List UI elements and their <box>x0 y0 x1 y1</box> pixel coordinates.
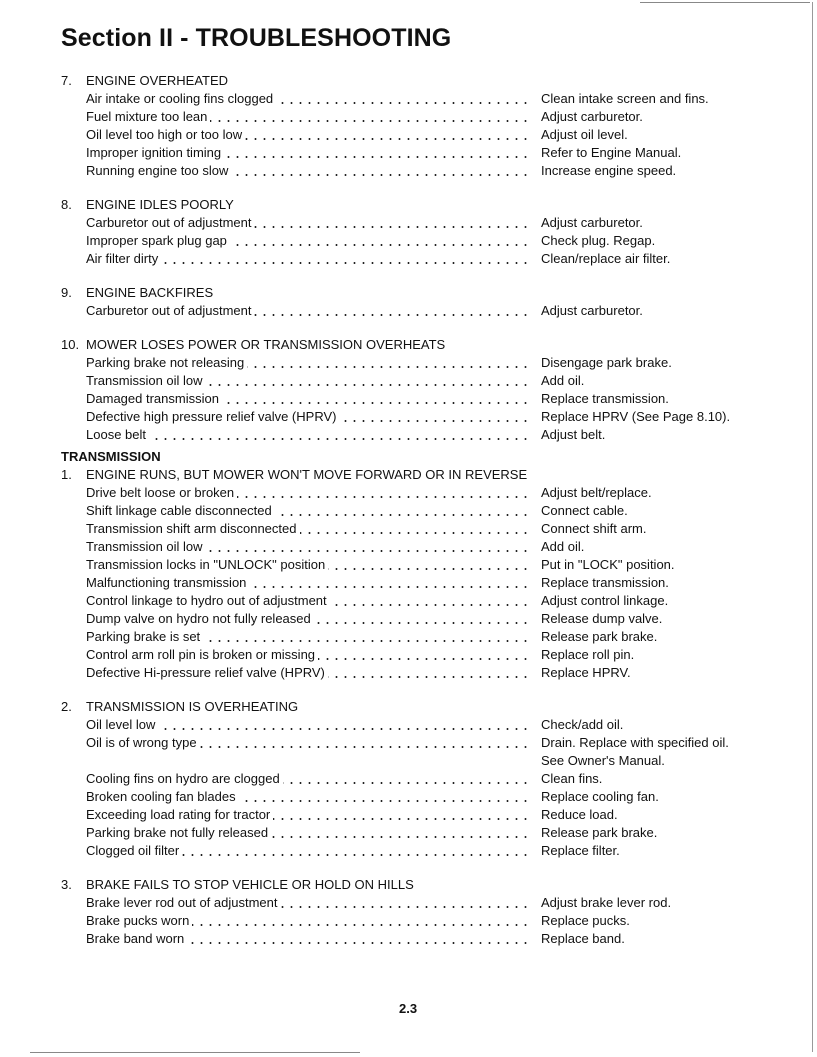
cause-text <box>86 408 531 426</box>
troubleshooting-content <box>61 72 813 964</box>
cause-label: Improper spark plug gap <box>86 233 230 248</box>
section-number: 10. <box>61 337 80 352</box>
cause-text <box>86 126 531 144</box>
section-title: BRAKE FAILS TO STOP VEHICLE OR HOLD ON HILLS <box>86 877 414 892</box>
cause-label: Air filter dirty <box>86 251 161 266</box>
remedy-text: Increase engine speed. <box>541 163 677 178</box>
remedy-text: Replace roll pin. <box>541 647 635 662</box>
page-number: 2.3 <box>399 1001 418 1016</box>
trouble-row <box>61 628 813 646</box>
cause-label: Transmission oil low <box>86 539 206 554</box>
section-number: 2. <box>61 699 72 714</box>
section-heading <box>61 72 813 90</box>
cause-text <box>86 538 531 556</box>
section-title: MOWER LOSES POWER OR TRANSMISSION OVERHEATS <box>86 337 446 352</box>
cause-text <box>86 390 531 408</box>
cause-text <box>86 930 531 948</box>
cause-text <box>86 716 531 734</box>
cause-label: Broken cooling fan blades <box>86 789 239 804</box>
cause-label: Running engine too slow <box>86 163 231 178</box>
section-heading <box>61 196 813 214</box>
cause-text <box>86 162 531 180</box>
trouble-row <box>61 824 813 842</box>
trouble-section <box>61 876 813 948</box>
remedy-text: Replace cooling fan. <box>541 789 659 804</box>
remedy-text: Replace transmission. <box>541 391 669 406</box>
cause-label: Fuel mixture too lean <box>86 109 210 124</box>
trouble-row <box>61 484 813 502</box>
remedy-text: Release park brake. <box>541 825 658 840</box>
cause-label: Damaged transmission <box>86 391 222 406</box>
trouble-row <box>61 502 813 520</box>
trouble-section <box>61 466 813 682</box>
section-number: 9. <box>61 285 72 300</box>
section-title: ENGINE IDLES POORLY <box>86 197 234 212</box>
trouble-row <box>61 408 813 426</box>
trouble-row <box>61 788 813 806</box>
trouble-row <box>61 646 813 664</box>
cause-label: Dump valve on hydro not fully released <box>86 611 314 626</box>
trouble-row <box>61 770 813 788</box>
cause-label: Exceeding load rating for tractor <box>86 807 273 822</box>
trouble-row <box>61 390 813 408</box>
remedy-text: Adjust belt. <box>541 427 606 442</box>
cause-text <box>86 628 531 646</box>
transmission-heading: TRANSMISSION <box>61 449 161 464</box>
cause-text <box>86 372 531 390</box>
trouble-row <box>61 372 813 390</box>
trouble-row <box>61 90 813 108</box>
cause-label: Parking brake not releasing <box>86 355 247 370</box>
remedy-text: Replace HPRV (See Page 8.10). <box>541 409 731 424</box>
trouble-row <box>61 250 813 268</box>
trouble-row <box>61 592 813 610</box>
remedy-text: Put in "LOCK" position. <box>541 557 675 572</box>
section-title: ENGINE BACKFIRES <box>86 285 214 300</box>
cause-text <box>86 770 531 788</box>
cause-label: Oil level too high or too low <box>86 127 245 142</box>
trouble-row <box>61 144 813 162</box>
cause-label: Transmission shift arm disconnected <box>86 521 300 536</box>
section-number: 8. <box>61 197 72 212</box>
cause-label: Shift linkage cable disconnected <box>86 503 275 518</box>
section-heading <box>61 698 813 716</box>
trouble-row <box>61 752 813 770</box>
section-heading <box>61 876 813 894</box>
remedy-text: Replace band. <box>541 931 625 946</box>
cause-label: Oil level low <box>86 717 158 732</box>
cause-text <box>86 824 531 842</box>
trouble-row <box>61 214 813 232</box>
trouble-row <box>61 912 813 930</box>
cause-text <box>86 842 531 860</box>
cause-label: Clogged oil filter <box>86 843 182 858</box>
bottom-edge-rule <box>30 1052 360 1053</box>
trouble-row <box>61 894 813 912</box>
remedy-text: Clean intake screen and fins. <box>541 91 709 106</box>
trouble-section <box>61 698 813 860</box>
section-title: ENGINE OVERHEATED <box>86 73 229 88</box>
engine-problems-group <box>61 72 813 444</box>
trouble-row <box>61 126 813 144</box>
cause-label: Brake band worn <box>86 931 187 946</box>
section-title: ENGINE RUNS, BUT MOWER WON'T MOVE FORWARD OR IN REVERSE <box>86 467 528 482</box>
section-number: 1. <box>61 467 72 482</box>
cause-label: Malfunctioning transmission <box>86 575 249 590</box>
cause-label: Carburetor out of adjustment <box>86 215 254 230</box>
trouble-section <box>61 284 813 320</box>
cause-text <box>86 302 531 320</box>
trouble-row <box>61 556 813 574</box>
trouble-section <box>61 336 813 444</box>
transmission-problems-group <box>61 466 813 948</box>
cause-text <box>86 250 531 268</box>
cause-text <box>86 214 531 232</box>
cause-text <box>86 108 531 126</box>
section-number: 3. <box>61 877 72 892</box>
cause-text <box>86 232 531 250</box>
trouble-section <box>61 196 813 268</box>
remedy-text: Adjust carburetor. <box>541 303 643 318</box>
cause-label: Defective high pressure relief valve (HPRV) <box>86 409 339 424</box>
cause-text <box>86 806 531 824</box>
remedy-text: Add oil. <box>541 373 585 388</box>
section-heading <box>61 284 813 302</box>
remedy-text: Connect shift arm. <box>541 521 647 536</box>
cause-label: Improper ignition timing <box>86 145 224 160</box>
remedy-text: Replace HPRV. <box>541 665 631 680</box>
remedy-text: Clean/replace air filter. <box>541 251 671 266</box>
cause-label: Parking brake not fully released <box>86 825 271 840</box>
remedy-text: Replace pucks. <box>541 913 630 928</box>
remedy-text: Disengage park brake. <box>541 355 672 370</box>
cause-text <box>86 144 531 162</box>
cause-label: Brake lever rod out of adjustment <box>86 895 281 910</box>
remedy-text: Release dump valve. <box>541 611 663 626</box>
remedy-text: Release park brake. <box>541 629 658 644</box>
cause-label: Transmission oil low <box>86 373 206 388</box>
cause-label: Loose belt <box>86 427 149 442</box>
trouble-row <box>61 716 813 734</box>
remedy-text: Adjust carburetor. <box>541 215 643 230</box>
remedy-text: Refer to Engine Manual. <box>541 145 682 160</box>
cause-label: Carburetor out of adjustment <box>86 303 254 318</box>
trouble-row <box>61 734 813 752</box>
page-title: Section II - TROUBLESHOOTING <box>61 24 452 52</box>
trouble-row <box>61 664 813 682</box>
cause-label: Air intake or cooling fins clogged <box>86 91 276 106</box>
cause-text <box>86 520 531 538</box>
trouble-row <box>61 610 813 628</box>
cause-text <box>86 592 531 610</box>
remedy-text: Adjust carburetor. <box>541 109 643 124</box>
cause-text <box>86 734 531 752</box>
cause-text <box>86 646 531 664</box>
trouble-section <box>61 72 813 180</box>
remedy-text: Adjust oil level. <box>541 127 628 142</box>
trouble-row <box>61 302 813 320</box>
remedy-text: Drain. Replace with specified oil. <box>541 735 729 750</box>
remedy-text: See Owner's Manual. <box>541 753 665 768</box>
remedy-text: Adjust brake lever rod. <box>541 895 672 910</box>
cause-label: Transmission locks in "UNLOCK" position <box>86 557 328 572</box>
trouble-row <box>61 232 813 250</box>
section-heading <box>61 466 813 484</box>
section-heading <box>61 336 813 354</box>
cause-label: Cooling fins on hydro are clogged <box>86 771 283 786</box>
cause-text <box>86 894 531 912</box>
cause-label: Brake pucks worn <box>86 913 192 928</box>
top-edge-rule <box>640 2 810 3</box>
section-title: TRANSMISSION IS OVERHEATING <box>86 699 299 714</box>
cause-label: Parking brake is set <box>86 629 203 644</box>
trouble-row <box>61 108 813 126</box>
remedy-text: Reduce load. <box>541 807 618 822</box>
cause-text <box>86 90 531 108</box>
cause-label: Oil is of wrong type <box>86 735 200 750</box>
trouble-row <box>61 162 813 180</box>
cause-text <box>86 556 531 574</box>
remedy-text: Adjust belt/replace. <box>541 485 652 500</box>
cause-label: Defective Hi-pressure relief valve (HPRV) <box>86 665 328 680</box>
cause-text <box>86 574 531 592</box>
cause-label: Control arm roll pin is broken or missing <box>86 647 318 662</box>
trouble-row <box>61 426 813 444</box>
trouble-row <box>61 538 813 556</box>
remedy-text: Replace transmission. <box>541 575 669 590</box>
cause-text <box>86 484 531 502</box>
remedy-text: Check/add oil. <box>541 717 624 732</box>
cause-label: Drive belt loose or broken <box>86 485 237 500</box>
remedy-text: Replace filter. <box>541 843 620 858</box>
remedy-text: Add oil. <box>541 539 585 554</box>
trouble-row <box>61 930 813 948</box>
cause-text <box>86 354 531 372</box>
section-number: 7. <box>61 73 72 88</box>
cause-text <box>86 426 531 444</box>
cause-text <box>86 610 531 628</box>
cause-text <box>86 788 531 806</box>
remedy-text: Clean fins. <box>541 771 603 786</box>
cause-label: Control linkage to hydro out of adjustment <box>86 593 330 608</box>
trouble-row <box>61 574 813 592</box>
cause-text <box>86 502 531 520</box>
remedy-text: Check plug. Regap. <box>541 233 656 248</box>
cause-text <box>86 912 531 930</box>
trouble-row <box>61 354 813 372</box>
remedy-text: Adjust control linkage. <box>541 593 669 608</box>
trouble-row <box>61 520 813 538</box>
trouble-row <box>61 842 813 860</box>
remedy-text: Connect cable. <box>541 503 628 518</box>
cause-text <box>86 664 531 682</box>
trouble-row <box>61 806 813 824</box>
